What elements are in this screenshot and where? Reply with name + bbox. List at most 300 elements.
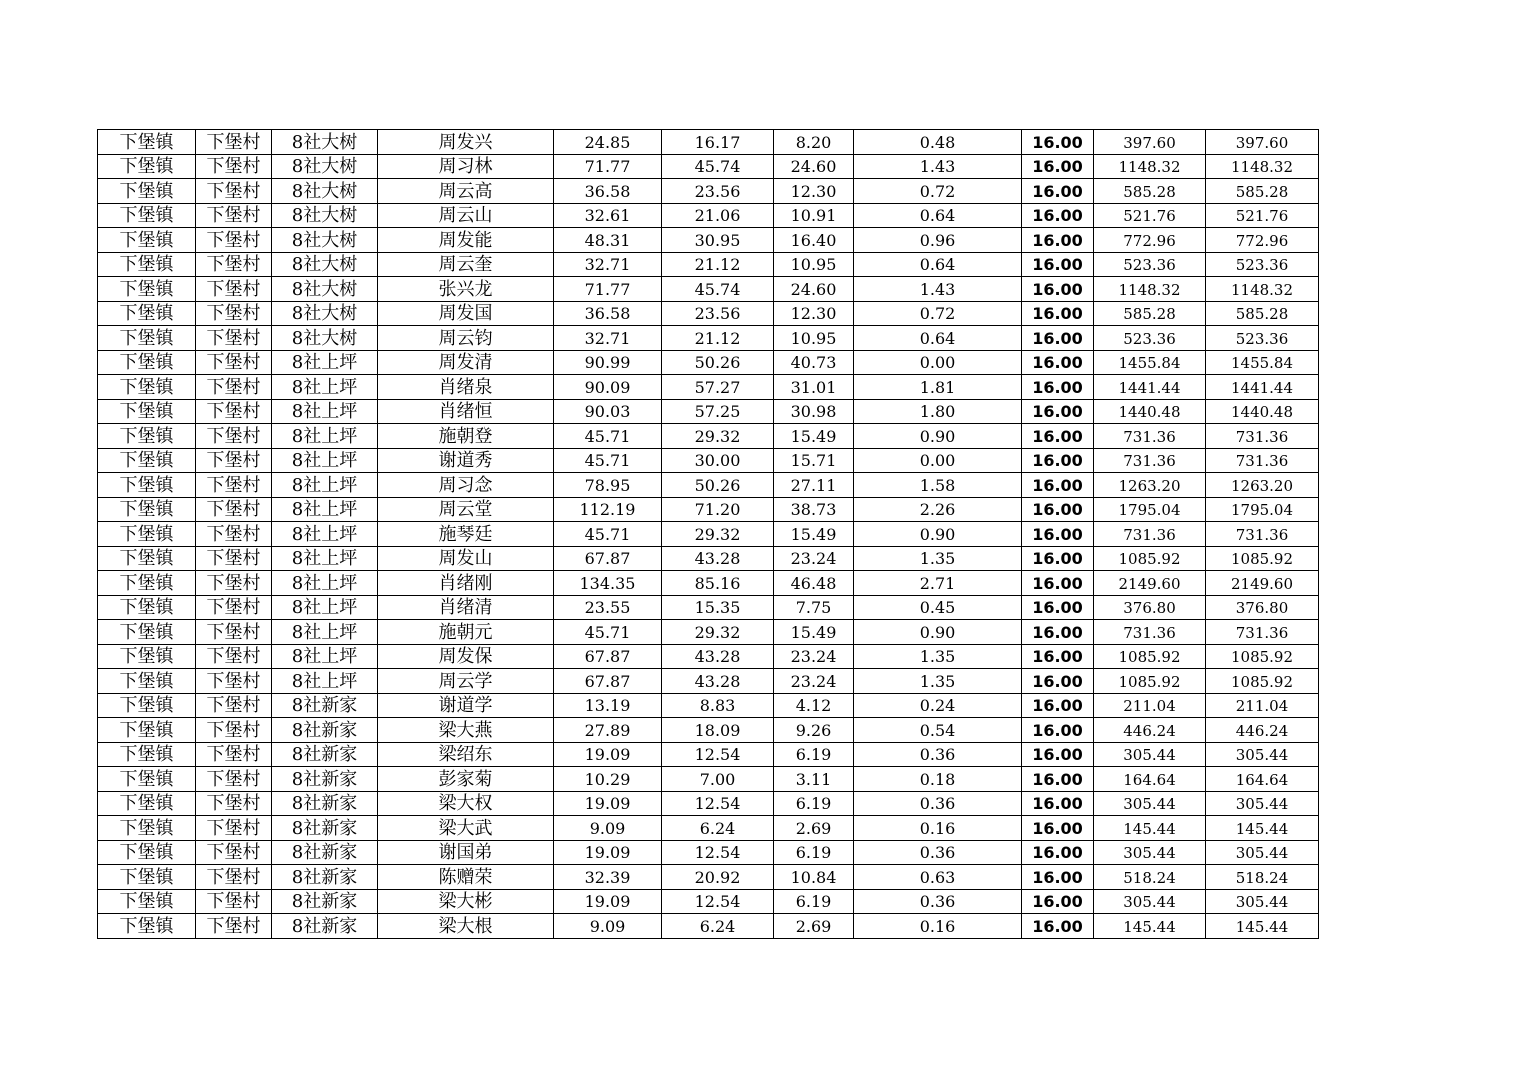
value-c-cell: 0.00 [854,448,1022,473]
group-cell: 8社上坪 [272,620,378,645]
name-cell: 周云高 [378,179,554,204]
value-a-cell: 12.54 [662,840,774,865]
table-row [98,522,1319,547]
price-cell: 16.00 [1022,277,1094,302]
price-cell: 16.00 [1022,448,1094,473]
total-cell: 523.36 [1206,326,1319,351]
total-cell: 1148.32 [1206,277,1319,302]
table-row [98,399,1319,424]
total-cell: 523.36 [1206,252,1319,277]
total-cell: 1148.32 [1206,154,1319,179]
value-c-cell: 0.36 [854,742,1022,767]
price-cell: 16.00 [1022,130,1094,155]
value-c-cell: 0.48 [854,130,1022,155]
village-cell: 下堡村 [196,399,272,424]
town-cell: 下堡镇 [98,840,196,865]
table-row [98,693,1319,718]
value-a-cell: 29.32 [662,424,774,449]
area-cell: 9.09 [554,816,662,841]
table-row [98,767,1319,792]
value-c-cell: 0.16 [854,914,1022,939]
name-cell: 肖绪刚 [378,571,554,596]
value-c-cell: 0.72 [854,179,1022,204]
price-cell: 16.00 [1022,473,1094,498]
table-row [98,742,1319,767]
group-cell: 8社大树 [272,228,378,253]
area-cell: 32.39 [554,865,662,890]
area-cell: 112.19 [554,497,662,522]
price-cell: 16.00 [1022,399,1094,424]
value-a-cell: 12.54 [662,742,774,767]
name-cell: 谢道学 [378,693,554,718]
price-cell: 16.00 [1022,179,1094,204]
name-cell: 施朝登 [378,424,554,449]
town-cell: 下堡镇 [98,644,196,669]
total-cell: 1441.44 [1206,375,1319,400]
village-cell: 下堡村 [196,179,272,204]
table-row [98,130,1319,155]
area-cell: 45.71 [554,424,662,449]
town-cell: 下堡镇 [98,448,196,473]
value-b-cell: 7.75 [774,595,854,620]
amount-cell: 211.04 [1094,693,1206,718]
group-cell: 8社上坪 [272,669,378,694]
value-b-cell: 38.73 [774,497,854,522]
name-cell: 陈赠荣 [378,865,554,890]
town-cell: 下堡镇 [98,326,196,351]
group-cell: 8社新家 [272,718,378,743]
value-a-cell: 20.92 [662,865,774,890]
total-cell: 731.36 [1206,620,1319,645]
name-cell: 周发清 [378,350,554,375]
name-cell: 张兴龙 [378,277,554,302]
value-c-cell: 0.18 [854,767,1022,792]
group-cell: 8社上坪 [272,546,378,571]
area-cell: 32.61 [554,203,662,228]
value-c-cell: 1.58 [854,473,1022,498]
total-cell: 1440.48 [1206,399,1319,424]
price-cell: 16.00 [1022,252,1094,277]
village-cell: 下堡村 [196,154,272,179]
area-cell: 90.03 [554,399,662,424]
total-cell: 376.80 [1206,595,1319,620]
value-a-cell: 15.35 [662,595,774,620]
group-cell: 8社新家 [272,914,378,939]
value-a-cell: 45.74 [662,154,774,179]
town-cell: 下堡镇 [98,179,196,204]
name-cell: 梁大权 [378,791,554,816]
value-b-cell: 12.30 [774,179,854,204]
value-a-cell: 30.95 [662,228,774,253]
total-cell: 1085.92 [1206,669,1319,694]
area-cell: 19.09 [554,840,662,865]
table-row [98,571,1319,596]
village-cell: 下堡村 [196,252,272,277]
group-cell: 8社大树 [272,130,378,155]
price-cell: 16.00 [1022,791,1094,816]
area-cell: 45.71 [554,620,662,645]
value-c-cell: 0.16 [854,816,1022,841]
name-cell: 周云钧 [378,326,554,351]
value-c-cell: 0.36 [854,889,1022,914]
value-b-cell: 15.49 [774,522,854,547]
value-c-cell: 2.26 [854,497,1022,522]
total-cell: 772.96 [1206,228,1319,253]
price-cell: 16.00 [1022,889,1094,914]
value-a-cell: 6.24 [662,914,774,939]
village-cell: 下堡村 [196,620,272,645]
table-row [98,277,1319,302]
value-b-cell: 10.91 [774,203,854,228]
amount-cell: 397.60 [1094,130,1206,155]
total-cell: 731.36 [1206,448,1319,473]
village-cell: 下堡村 [196,350,272,375]
value-c-cell: 2.71 [854,571,1022,596]
price-cell: 16.00 [1022,767,1094,792]
total-cell: 305.44 [1206,742,1319,767]
town-cell: 下堡镇 [98,130,196,155]
price-cell: 16.00 [1022,301,1094,326]
group-cell: 8社上坪 [272,473,378,498]
table-row [98,889,1319,914]
area-cell: 32.71 [554,326,662,351]
total-cell: 1455.84 [1206,350,1319,375]
name-cell: 周发山 [378,546,554,571]
area-cell: 19.09 [554,889,662,914]
name-cell: 梁大燕 [378,718,554,743]
total-cell: 446.24 [1206,718,1319,743]
group-cell: 8社上坪 [272,399,378,424]
table-row [98,865,1319,890]
value-b-cell: 10.95 [774,326,854,351]
amount-cell: 305.44 [1094,889,1206,914]
price-cell: 16.00 [1022,497,1094,522]
table-row [98,301,1319,326]
village-cell: 下堡村 [196,424,272,449]
area-cell: 67.87 [554,669,662,694]
total-cell: 521.76 [1206,203,1319,228]
name-cell: 周习林 [378,154,554,179]
value-b-cell: 23.24 [774,644,854,669]
table-row [98,914,1319,939]
town-cell: 下堡镇 [98,865,196,890]
amount-cell: 772.96 [1094,228,1206,253]
group-cell: 8社上坪 [272,375,378,400]
total-cell: 585.28 [1206,179,1319,204]
price-cell: 16.00 [1022,154,1094,179]
name-cell: 梁绍东 [378,742,554,767]
name-cell: 梁大彬 [378,889,554,914]
table-row [98,718,1319,743]
village-cell: 下堡村 [196,816,272,841]
amount-cell: 305.44 [1094,742,1206,767]
price-cell: 16.00 [1022,693,1094,718]
amount-cell: 145.44 [1094,914,1206,939]
table-row [98,252,1319,277]
area-cell: 23.55 [554,595,662,620]
amount-cell: 376.80 [1094,595,1206,620]
town-cell: 下堡镇 [98,742,196,767]
value-c-cell: 0.64 [854,252,1022,277]
area-cell: 27.89 [554,718,662,743]
area-cell: 9.09 [554,914,662,939]
amount-cell: 1795.04 [1094,497,1206,522]
name-cell: 肖绪恒 [378,399,554,424]
table-row [98,644,1319,669]
value-c-cell: 0.36 [854,840,1022,865]
amount-cell: 585.28 [1094,301,1206,326]
table-row [98,840,1319,865]
table-row [98,473,1319,498]
group-cell: 8社大树 [272,301,378,326]
value-c-cell: 0.90 [854,424,1022,449]
town-cell: 下堡镇 [98,669,196,694]
value-a-cell: 16.17 [662,130,774,155]
value-b-cell: 30.98 [774,399,854,424]
name-cell: 周云山 [378,203,554,228]
area-cell: 32.71 [554,252,662,277]
group-cell: 8社上坪 [272,350,378,375]
village-cell: 下堡村 [196,228,272,253]
value-a-cell: 23.56 [662,301,774,326]
price-cell: 16.00 [1022,546,1094,571]
area-cell: 24.85 [554,130,662,155]
village-cell: 下堡村 [196,742,272,767]
value-c-cell: 0.00 [854,350,1022,375]
value-c-cell: 0.96 [854,228,1022,253]
area-cell: 90.09 [554,375,662,400]
value-a-cell: 6.24 [662,816,774,841]
table-row [98,816,1319,841]
group-cell: 8社新家 [272,767,378,792]
amount-cell: 1441.44 [1094,375,1206,400]
village-cell: 下堡村 [196,669,272,694]
group-cell: 8社大树 [272,154,378,179]
town-cell: 下堡镇 [98,424,196,449]
value-b-cell: 6.19 [774,791,854,816]
value-b-cell: 4.12 [774,693,854,718]
village-cell: 下堡村 [196,375,272,400]
value-c-cell: 1.80 [854,399,1022,424]
value-c-cell: 0.24 [854,693,1022,718]
town-cell: 下堡镇 [98,546,196,571]
town-cell: 下堡镇 [98,473,196,498]
name-cell: 施朝元 [378,620,554,645]
value-a-cell: 21.12 [662,326,774,351]
value-c-cell: 1.81 [854,375,1022,400]
town-cell: 下堡镇 [98,620,196,645]
name-cell: 肖绪清 [378,595,554,620]
village-cell: 下堡村 [196,767,272,792]
village-cell: 下堡村 [196,595,272,620]
price-cell: 16.00 [1022,326,1094,351]
value-c-cell: 1.35 [854,644,1022,669]
value-b-cell: 40.73 [774,350,854,375]
total-cell: 518.24 [1206,865,1319,890]
group-cell: 8社大树 [272,326,378,351]
name-cell: 周云学 [378,669,554,694]
value-c-cell: 1.43 [854,277,1022,302]
price-cell: 16.00 [1022,203,1094,228]
value-b-cell: 9.26 [774,718,854,743]
village-cell: 下堡村 [196,693,272,718]
total-cell: 731.36 [1206,424,1319,449]
village-cell: 下堡村 [196,522,272,547]
value-b-cell: 12.30 [774,301,854,326]
value-b-cell: 2.69 [774,816,854,841]
value-b-cell: 46.48 [774,571,854,596]
table-row [98,154,1319,179]
table-row [98,350,1319,375]
amount-cell: 164.64 [1094,767,1206,792]
value-a-cell: 7.00 [662,767,774,792]
town-cell: 下堡镇 [98,228,196,253]
town-cell: 下堡镇 [98,791,196,816]
area-cell: 36.58 [554,179,662,204]
total-cell: 1085.92 [1206,546,1319,571]
area-cell: 134.35 [554,571,662,596]
value-a-cell: 21.06 [662,203,774,228]
table-row [98,595,1319,620]
price-cell: 16.00 [1022,816,1094,841]
name-cell: 周云堂 [378,497,554,522]
amount-cell: 2149.60 [1094,571,1206,596]
amount-cell: 521.76 [1094,203,1206,228]
table-row [98,424,1319,449]
town-cell: 下堡镇 [98,399,196,424]
village-cell: 下堡村 [196,718,272,743]
village-cell: 下堡村 [196,914,272,939]
value-b-cell: 6.19 [774,889,854,914]
area-cell: 19.09 [554,791,662,816]
group-cell: 8社大树 [272,252,378,277]
table-row [98,669,1319,694]
price-cell: 16.00 [1022,644,1094,669]
town-cell: 下堡镇 [98,693,196,718]
value-c-cell: 0.90 [854,522,1022,547]
amount-cell: 1148.32 [1094,154,1206,179]
total-cell: 211.04 [1206,693,1319,718]
total-cell: 145.44 [1206,816,1319,841]
name-cell: 梁大武 [378,816,554,841]
village-cell: 下堡村 [196,571,272,596]
village-cell: 下堡村 [196,301,272,326]
value-b-cell: 3.11 [774,767,854,792]
value-a-cell: 57.25 [662,399,774,424]
town-cell: 下堡镇 [98,252,196,277]
price-cell: 16.00 [1022,424,1094,449]
value-a-cell: 18.09 [662,718,774,743]
group-cell: 8社上坪 [272,644,378,669]
name-cell: 谢国弟 [378,840,554,865]
name-cell: 周发国 [378,301,554,326]
price-cell: 16.00 [1022,571,1094,596]
town-cell: 下堡镇 [98,595,196,620]
value-b-cell: 23.24 [774,546,854,571]
value-b-cell: 2.69 [774,914,854,939]
table-row [98,203,1319,228]
value-a-cell: 85.16 [662,571,774,596]
total-cell: 305.44 [1206,840,1319,865]
value-b-cell: 6.19 [774,742,854,767]
name-cell: 周发保 [378,644,554,669]
group-cell: 8社上坪 [272,424,378,449]
town-cell: 下堡镇 [98,718,196,743]
value-a-cell: 23.56 [662,179,774,204]
price-cell: 16.00 [1022,350,1094,375]
town-cell: 下堡镇 [98,203,196,228]
price-cell: 16.00 [1022,595,1094,620]
town-cell: 下堡镇 [98,277,196,302]
value-c-cell: 0.90 [854,620,1022,645]
price-cell: 16.00 [1022,840,1094,865]
village-cell: 下堡村 [196,473,272,498]
value-a-cell: 43.28 [662,644,774,669]
total-cell: 145.44 [1206,914,1319,939]
value-a-cell: 29.32 [662,522,774,547]
name-cell: 周发兴 [378,130,554,155]
value-c-cell: 0.36 [854,791,1022,816]
group-cell: 8社上坪 [272,522,378,547]
value-a-cell: 43.28 [662,546,774,571]
value-c-cell: 0.72 [854,301,1022,326]
village-cell: 下堡村 [196,889,272,914]
village-cell: 下堡村 [196,326,272,351]
price-cell: 16.00 [1022,522,1094,547]
amount-cell: 1148.32 [1094,277,1206,302]
value-b-cell: 15.49 [774,620,854,645]
value-a-cell: 8.83 [662,693,774,718]
amount-cell: 1085.92 [1094,546,1206,571]
value-b-cell: 31.01 [774,375,854,400]
group-cell: 8社新家 [272,693,378,718]
village-cell: 下堡村 [196,130,272,155]
village-cell: 下堡村 [196,203,272,228]
town-cell: 下堡镇 [98,301,196,326]
amount-cell: 305.44 [1094,840,1206,865]
price-cell: 16.00 [1022,375,1094,400]
price-cell: 16.00 [1022,718,1094,743]
village-cell: 下堡村 [196,865,272,890]
table-row [98,326,1319,351]
name-cell: 周习念 [378,473,554,498]
town-cell: 下堡镇 [98,350,196,375]
name-cell: 周云奎 [378,252,554,277]
value-b-cell: 27.11 [774,473,854,498]
value-c-cell: 0.64 [854,326,1022,351]
value-b-cell: 8.20 [774,130,854,155]
town-cell: 下堡镇 [98,889,196,914]
total-cell: 397.60 [1206,130,1319,155]
group-cell: 8社大树 [272,179,378,204]
amount-cell: 731.36 [1094,522,1206,547]
area-cell: 10.29 [554,767,662,792]
table-row [98,179,1319,204]
value-a-cell: 29.32 [662,620,774,645]
area-cell: 13.19 [554,693,662,718]
area-cell: 67.87 [554,546,662,571]
area-cell: 36.58 [554,301,662,326]
group-cell: 8社上坪 [272,497,378,522]
group-cell: 8社上坪 [272,595,378,620]
total-cell: 305.44 [1206,791,1319,816]
price-cell: 16.00 [1022,865,1094,890]
town-cell: 下堡镇 [98,767,196,792]
total-cell: 2149.60 [1206,571,1319,596]
village-cell: 下堡村 [196,546,272,571]
value-a-cell: 57.27 [662,375,774,400]
group-cell: 8社新家 [272,840,378,865]
